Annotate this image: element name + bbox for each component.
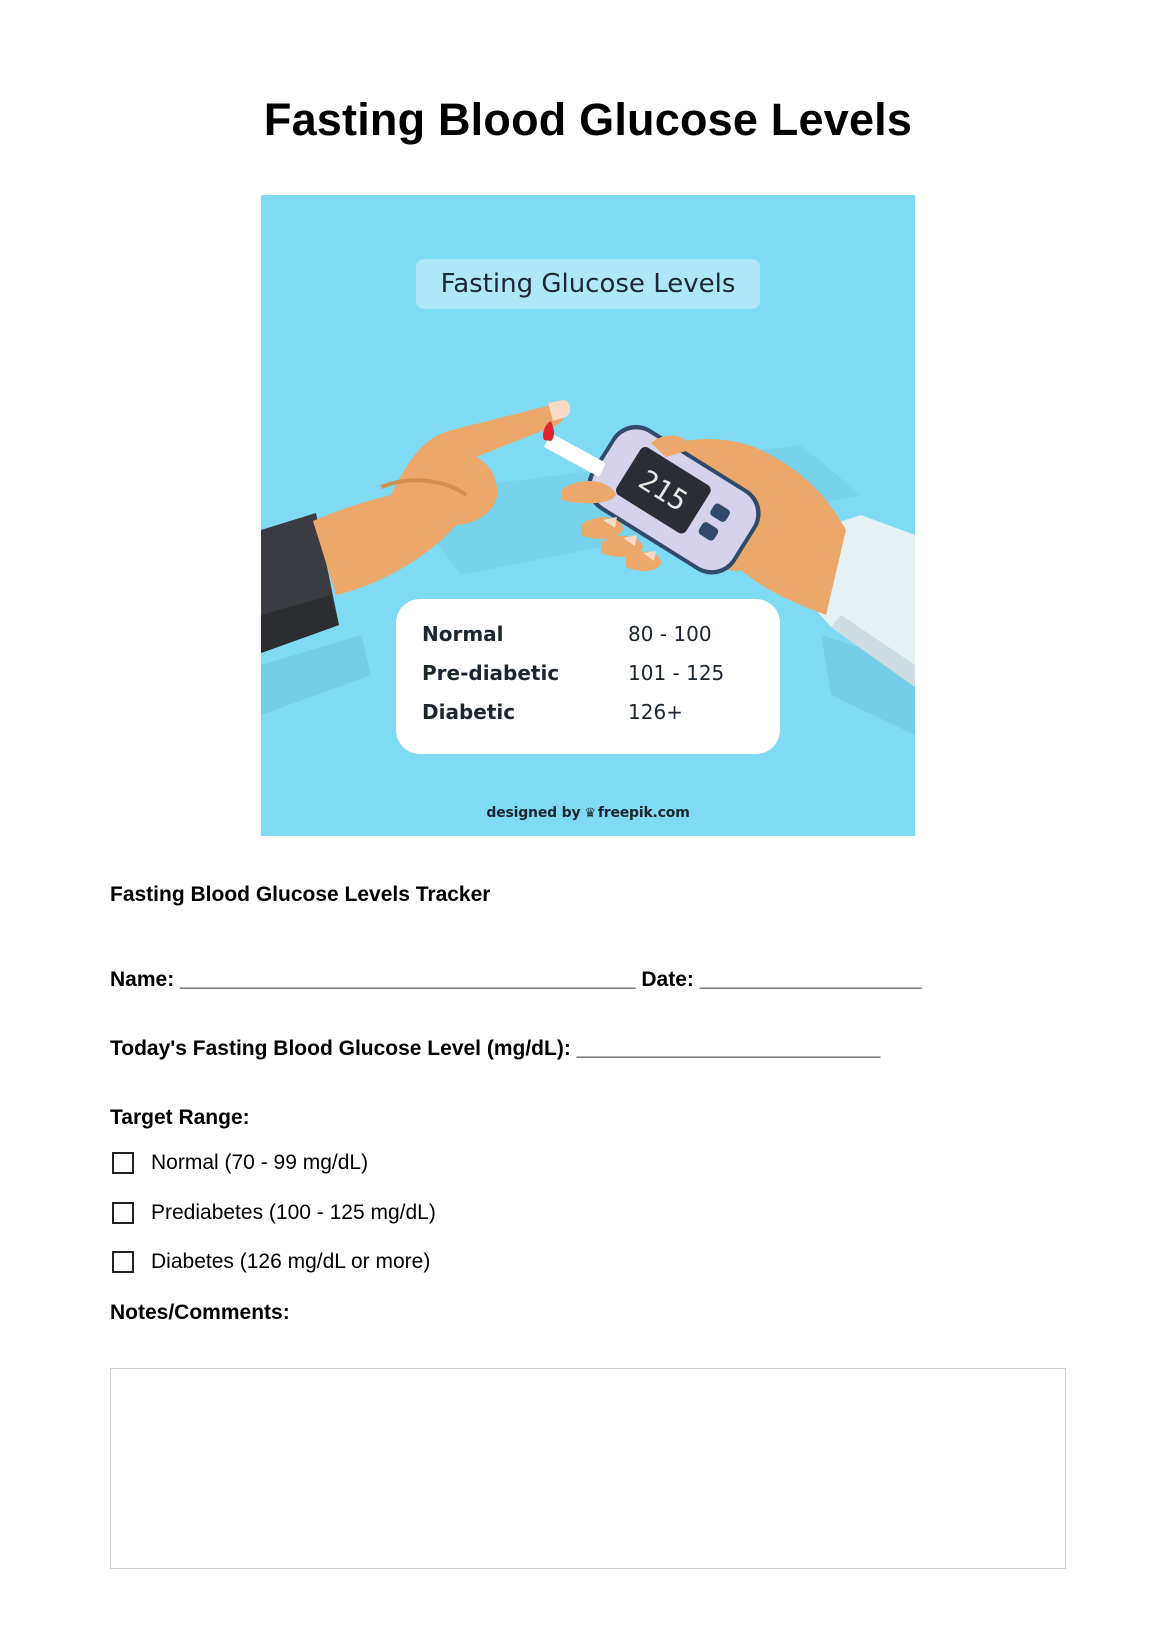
date-field[interactable]: ___________________: [699, 968, 922, 991]
tracker-heading: Fasting Blood Glucose Levels Tracker: [110, 883, 491, 906]
option-label: Normal (70 - 99 mg/dL): [151, 1151, 369, 1174]
range-label: Normal: [422, 622, 504, 646]
normal-checkbox[interactable]: [112, 1152, 134, 1174]
option-label: Diabetes (126 mg/dL or more): [151, 1250, 431, 1273]
date-label: Date:: [641, 968, 694, 991]
option-label: Prediabetes (100 - 125 mg/dL): [151, 1201, 436, 1224]
name-date-line: [110, 968, 922, 992]
meter-reading: 215: [632, 463, 694, 519]
illustration-title: Fasting Glucose Levels: [416, 259, 760, 309]
range-label: Pre-diabetic: [422, 661, 560, 685]
notes-textarea[interactable]: [110, 1368, 1066, 1569]
glucose-ranges-card: [396, 599, 780, 754]
freepik-logo-icon: ♛: [584, 806, 596, 821]
option-diabetes[interactable]: [112, 1248, 430, 1276]
page-title: Fasting Blood Glucose Levels: [263, 94, 913, 145]
range-value: 101 - 125: [628, 661, 725, 685]
target-range-heading: Target Range:: [110, 1106, 250, 1129]
glucose-level-label: Today's Fasting Blood Glucose Level (mg/dL):: [110, 1037, 571, 1060]
name-field[interactable]: _______________________________________: [180, 968, 636, 991]
credit-brand: freepik.com: [597, 805, 690, 821]
glucose-illustration: [261, 195, 915, 836]
notes-heading: Notes/Comments:: [110, 1301, 290, 1324]
range-value: 80 - 100: [628, 622, 712, 646]
name-label: Name:: [110, 968, 175, 991]
option-prediabetes[interactable]: [112, 1199, 436, 1227]
glucose-level-line: [110, 1037, 880, 1061]
option-normal[interactable]: [112, 1149, 368, 1177]
glucose-level-field[interactable]: __________________________: [576, 1037, 881, 1060]
range-row-prediabetic: [422, 661, 742, 691]
image-credit: [261, 805, 915, 821]
credit-prefix: designed by: [486, 805, 581, 821]
range-value: 126+: [628, 700, 683, 724]
range-label: Diabetic: [422, 700, 516, 724]
prediabetes-checkbox[interactable]: [112, 1202, 134, 1224]
range-row-diabetic: [422, 700, 742, 730]
range-row-normal: [422, 622, 742, 652]
diabetes-checkbox[interactable]: [112, 1251, 134, 1273]
